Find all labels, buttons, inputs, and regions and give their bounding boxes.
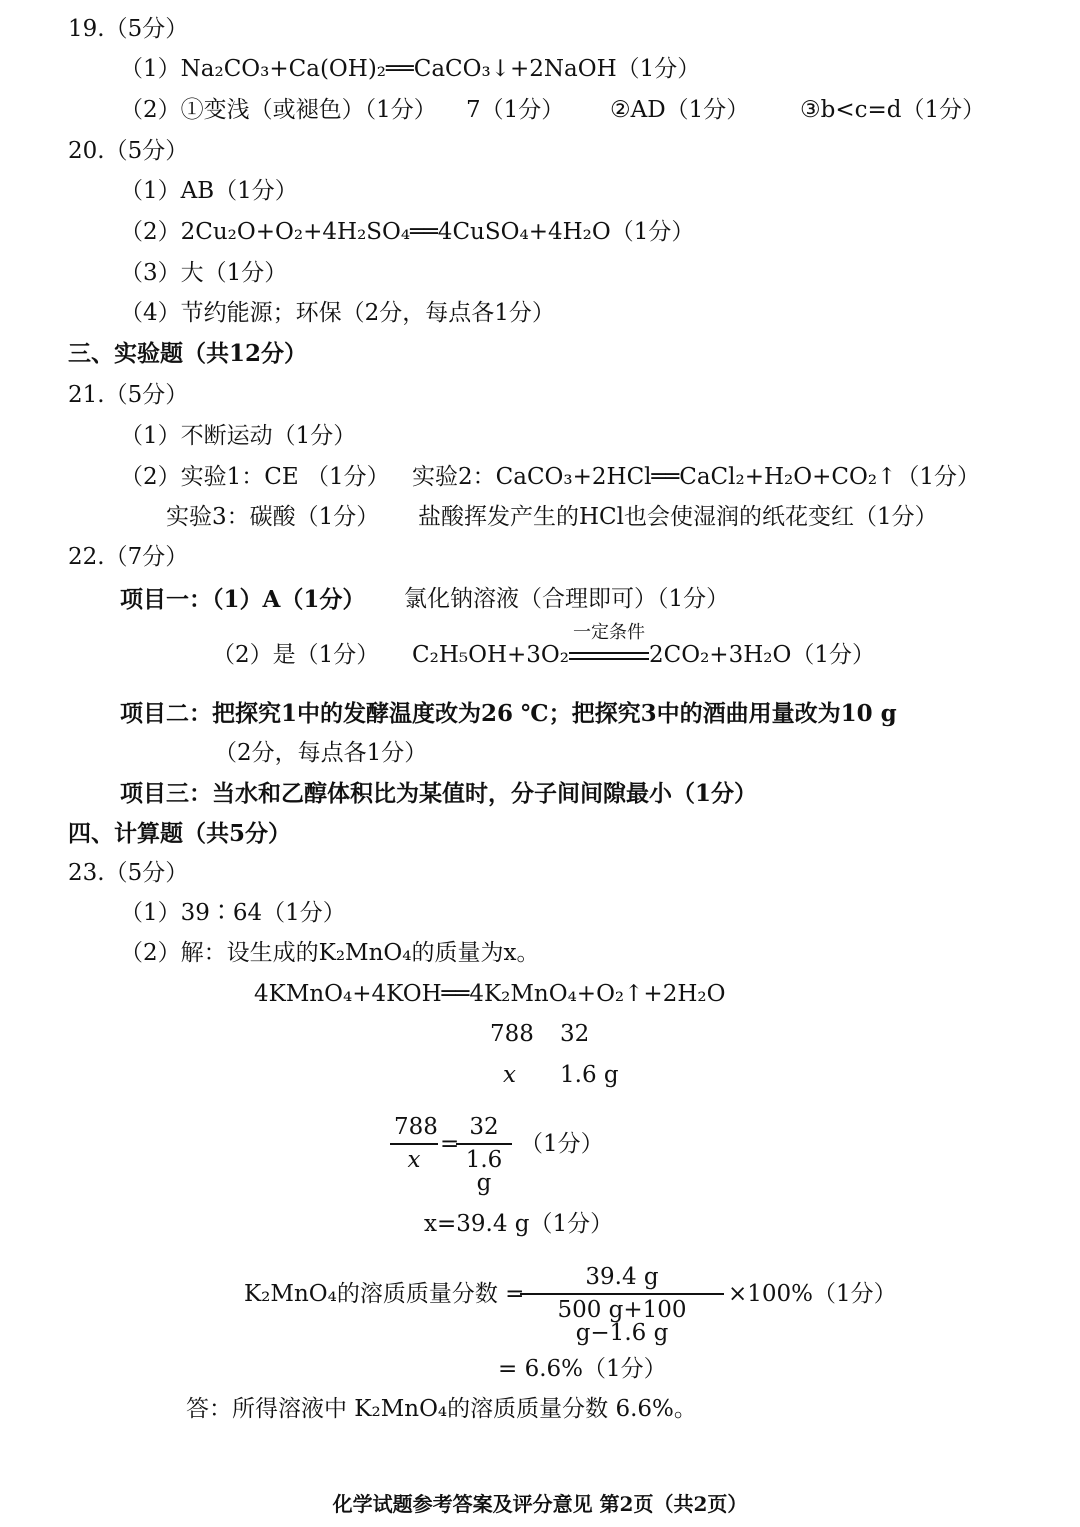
q19-part1: （1）Na₂CO₃+Ca(OH)₂══CaCO₃↓+2NaOH（1分） — [120, 56, 701, 82]
fraction-bar — [456, 1143, 512, 1145]
q23-equation: 4KMnO₄+4KOH══4K₂MnO₄+O₂↑+2H₂O — [254, 981, 726, 1007]
q21-part2-b: 实验2：CaCO₃+2HCl══CaCl₂+H₂O+CO₂↑（1分） — [412, 464, 980, 490]
q20-part3: （3）大（1分） — [120, 260, 288, 286]
mass-788: 788 — [490, 1021, 534, 1047]
q19-part2-d: ③b<c=d（1分） — [800, 97, 986, 123]
fraction-numerator: 788 — [394, 1114, 438, 1140]
q22-item2-a: （2）是（1分） — [212, 642, 380, 668]
fraction-bar — [390, 1143, 438, 1145]
fraction-denominator: x — [407, 1147, 421, 1173]
condition-label: 一定条件 — [573, 622, 645, 643]
double-line — [569, 652, 649, 660]
mass-1-6g: 1.6 g — [560, 1062, 619, 1088]
q19-heading: 19.（5分） — [68, 16, 189, 42]
q22-item1-a: 项目一：（1）A（1分） — [120, 586, 366, 613]
q20-part1: （1）AB（1分） — [120, 178, 298, 204]
q19-part2-b: 7（1分） — [466, 97, 565, 123]
mass-fraction — [520, 1266, 724, 1345]
section-3-heading: 三、实验题（共12分） — [68, 340, 308, 367]
mass-32: 32 — [560, 1021, 590, 1047]
fraction-denominator: 1.6 g — [465, 1147, 503, 1196]
q19-part2-a: （2）①变浅（或褪色）（1分） — [120, 97, 437, 123]
q22-item1-b: 氯化钠溶液（合理即可）（1分） — [404, 586, 730, 612]
q23-part1: （1）39∶64（1分） — [120, 900, 346, 926]
fraction-denominator: 500 g+100 g−1.6 g — [557, 1297, 687, 1346]
reaction-condition — [569, 622, 649, 667]
q22-item3: 项目二：把探究1中的发酵温度改为26 ℃；把探究3中的酒曲用量改为10 g — [120, 700, 897, 727]
q23-answer: 答：所得溶液中 K₂MnO₄的溶质质量分数 6.6%。 — [186, 1396, 697, 1422]
q19-part2-c: ②AD（1分） — [610, 97, 750, 123]
equation-reactants: C₂H₅OH+3O₂ — [412, 642, 569, 668]
mass-fraction-label: K₂MnO₄的溶质质量分数 = — [244, 1281, 525, 1307]
q23-part2: （2）解：设生成的K₂MnO₄的质量为x。 — [120, 940, 540, 966]
q22-item4: 项目三：当水和乙醇体积比为某值时，分子间间隙最小（1分） — [120, 780, 758, 807]
section-4-heading: 四、计算题（共5分） — [68, 820, 292, 847]
x-result: x=39.4 g（1分） — [424, 1211, 614, 1237]
equation-products: 2CO₂+3H₂O（1分） — [649, 642, 875, 668]
fraction-bar — [520, 1293, 724, 1295]
mass-x: x — [503, 1062, 516, 1088]
final-result: = 6.6%（1分） — [498, 1356, 667, 1382]
q22-item3-score: （2分，每点各1分） — [214, 740, 428, 766]
q21-part1: （1）不断运动（1分） — [120, 423, 357, 449]
fraction-numerator: 32 — [469, 1114, 499, 1140]
q21-heading: 21.（5分） — [68, 382, 189, 408]
q21-part2-a: （2）实验1：CE （1分） — [120, 464, 390, 490]
fraction-788-over-x — [390, 1116, 438, 1172]
q22-item2-equation — [412, 622, 875, 668]
fraction-32-over-1-6g — [456, 1116, 512, 1195]
page-footer: 化学试题参考答案及评分意见 第2页（共2页） — [332, 1492, 748, 1516]
q21-part3-b: 盐酸挥发产生的HCl也会使湿润的纸花变红（1分） — [418, 504, 938, 530]
q21-part3-a: 实验3：碳酸（1分） — [166, 504, 380, 530]
q20-part4: （4）节约能源；环保（2分，每点各1分） — [120, 300, 555, 326]
fraction-numerator: 39.4 g — [585, 1264, 659, 1290]
q20-heading: 20.（5分） — [68, 138, 189, 164]
mass-fraction-tail: ×100%（1分） — [728, 1281, 897, 1307]
equals-sign: = — [440, 1131, 460, 1157]
proportion-score: （1分） — [520, 1131, 604, 1157]
q22-heading: 22.（7分） — [68, 544, 189, 570]
q20-part2: （2）2Cu₂O+O₂+4H₂SO₄══4CuSO₄+4H₂O（1分） — [120, 219, 695, 245]
q23-heading: 23.（5分） — [68, 860, 189, 886]
